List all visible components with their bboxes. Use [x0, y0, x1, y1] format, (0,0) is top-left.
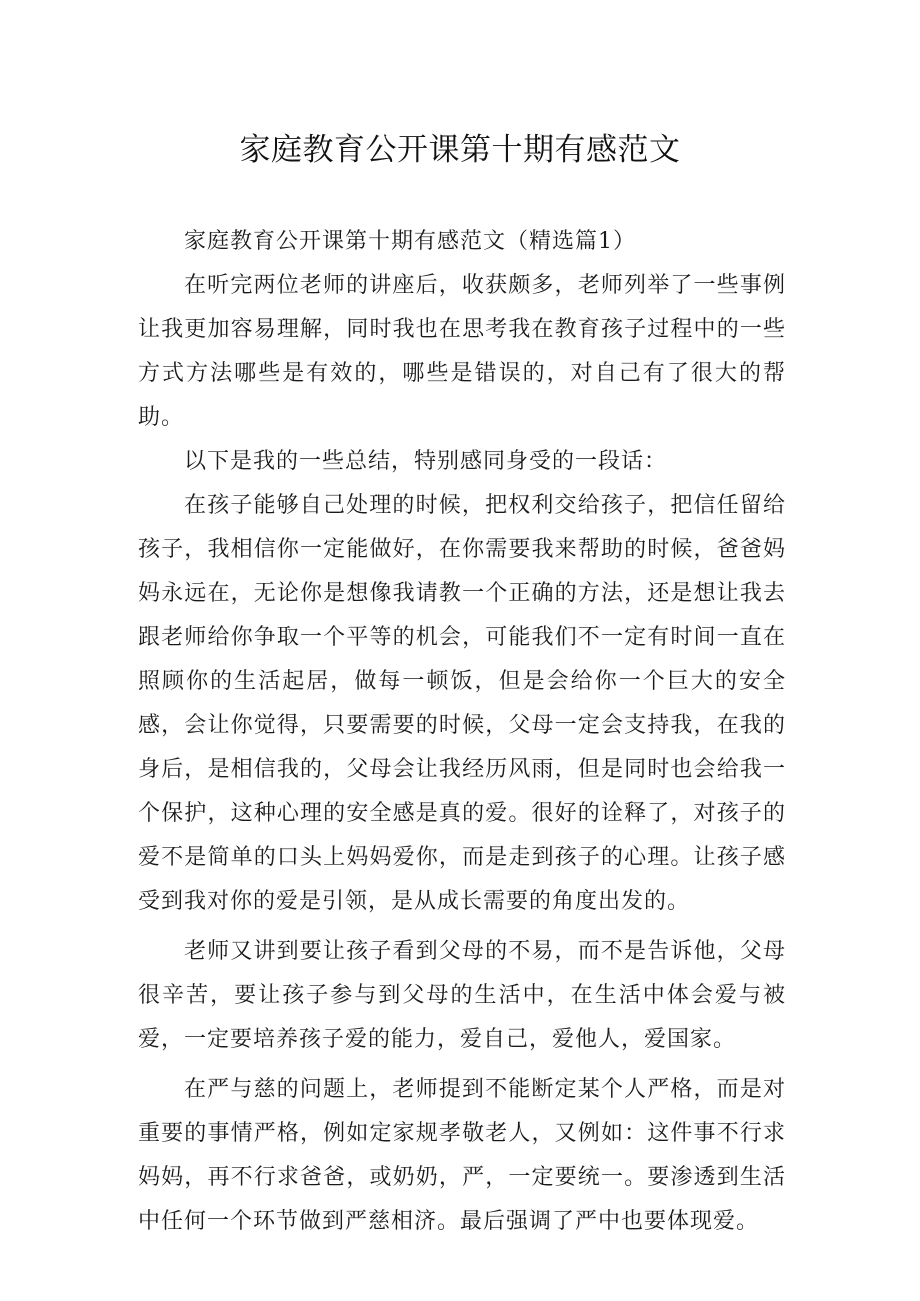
document-title: 家庭教育公开课第十期有感范文: [239, 132, 681, 168]
paragraph: 在严与慈的问题上，老师提到不能断定某个人严格，而是对重要的事情严格，例如定家规孝敬老人，又例如：这件事不行求妈妈，再不行求爸爸，或奶奶，严，一定要统一。要渗透到生活中任何一个环节做到严慈相济。最后强调了严中也要体现爱。: [138, 1077, 786, 1234]
paragraph: 老师又讲到要让孩子看到父母的不易，而不是告诉他，父母很辛苦，要让孩子参与到父母的生活中，在生活中体会爱与被爱，一定要培养孩子爱的能力，爱自己，爱他人，爱国家。: [138, 939, 786, 1052]
section-heading: 家庭教育公开课第十期有感范文（精选篇1）: [184, 229, 636, 254]
paragraph: 在孩子能够自己处理的时候，把权利交给孩子，把信任留给孩子，我相信你一定能做好，在你需要我来帮助的时候，爸爸妈妈永远在，无论你是想像我请教一个正确的方法，还是想让我去跟老师给你争取一个平等的机会，可能我们不一定有时间一直在照顾你的生活起居，做每一顿饭，但是会给你一个巨大的安全感，会让你觉得，只要需要的时候，父母一定会支持我，在我的身后，是相信我的，父母会让我经历风雨，但是同时也会给我一个保护，这种心理的安全感是真的爱。很好的诠释了，对孩子的爱不是简单的口头上妈妈爱你，而是走到孩子的心理。让孩子感受到我对你的爱是引领，是从成长需要的角度出发的。: [138, 493, 786, 914]
document-body: [138, 220, 786, 1244]
paragraph: 以下是我的一些总结，特别感同身受的一段话：: [184, 449, 668, 474]
paragraph: 在听完两位老师的讲座后，收获颇多，老师列举了一些事例让我更加容易理解，同时我也在思考我在教育孩子过程中的一些方式方法哪些是有效的，哪些是错误的，对自己有了很大的帮助。: [138, 273, 786, 430]
